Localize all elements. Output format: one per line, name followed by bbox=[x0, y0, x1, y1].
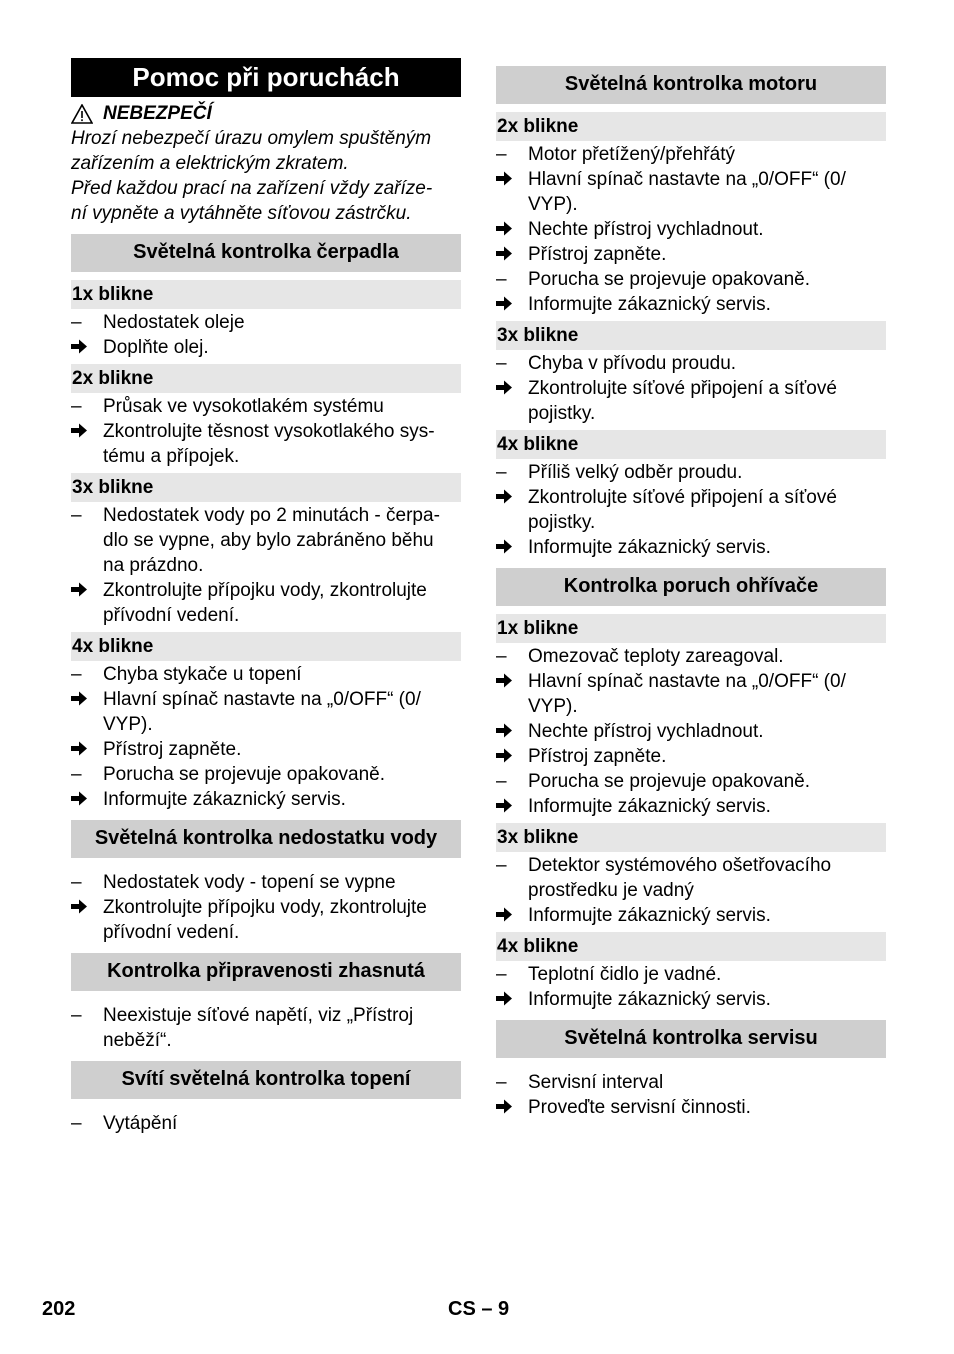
action-item bbox=[71, 335, 461, 360]
action-item bbox=[71, 578, 461, 628]
arrow-right-icon bbox=[496, 535, 520, 560]
dash-icon bbox=[496, 962, 520, 987]
item-text: Zkontrolujte těsnost vysokotlakého sys- tému a přípojek. bbox=[103, 421, 435, 467]
arrow-right-icon bbox=[496, 242, 520, 267]
item-text: Vytápění bbox=[103, 1113, 178, 1134]
section-heading: Kontrolka poruch ohřívače bbox=[496, 568, 886, 606]
page-title: Pomoc při poruchách bbox=[71, 58, 461, 97]
arrow-right-icon bbox=[496, 485, 520, 510]
item-text: Nedostatek vody - topení se vypne bbox=[103, 872, 396, 893]
left-sections bbox=[71, 234, 461, 1136]
instruction-list bbox=[71, 1111, 461, 1136]
instruction-list bbox=[71, 662, 461, 812]
section-heading: Svítí světelná kontrolka topení bbox=[71, 1061, 461, 1099]
instruction-list bbox=[71, 310, 461, 360]
item-text: Detektor systémového ošetřovacího prostředku je vadný bbox=[528, 855, 832, 901]
arrow-right-icon bbox=[496, 292, 520, 317]
action-item bbox=[496, 744, 886, 769]
item-text: Informujte zákaznický servis. bbox=[528, 989, 771, 1010]
dash-icon bbox=[496, 853, 520, 878]
action-item bbox=[71, 895, 461, 945]
arrow-right-icon bbox=[496, 376, 520, 401]
arrow-right-icon bbox=[496, 167, 520, 192]
section-heading: Světelná kontrolka čerpadla bbox=[71, 234, 461, 272]
instruction-list bbox=[496, 1070, 886, 1120]
dash-icon bbox=[71, 762, 95, 787]
dash-icon bbox=[496, 142, 520, 167]
arrow-right-icon bbox=[496, 719, 520, 744]
cause-item bbox=[71, 870, 461, 895]
instruction-list bbox=[71, 503, 461, 628]
item-text: Nechte přístroj vychladnout. bbox=[528, 219, 764, 240]
cause-item bbox=[496, 853, 886, 903]
cause-item bbox=[496, 644, 886, 669]
action-item bbox=[496, 242, 886, 267]
item-text: Zkontrolujte přípojku vody, zkontrolujte přívodní vedení. bbox=[103, 580, 427, 626]
dash-icon bbox=[71, 1003, 95, 1028]
danger-label: NEBEZPEČÍ bbox=[103, 103, 212, 124]
cause-item bbox=[496, 460, 886, 485]
subsection-heading: 3x blikne bbox=[496, 823, 886, 852]
arrow-right-icon bbox=[71, 419, 95, 444]
action-item bbox=[496, 794, 886, 819]
dash-icon bbox=[71, 503, 95, 528]
item-text: Zkontrolujte síťové připojení a síťové pojistky. bbox=[528, 378, 837, 424]
action-item bbox=[71, 737, 461, 762]
action-item bbox=[496, 1095, 886, 1120]
dash-icon bbox=[71, 662, 95, 687]
instruction-list bbox=[496, 853, 886, 928]
item-text: Proveďte servisní činnosti. bbox=[528, 1097, 751, 1118]
instruction-list bbox=[496, 644, 886, 819]
right-sections bbox=[496, 66, 886, 1120]
cause-item bbox=[496, 351, 886, 376]
item-text: Doplňte olej. bbox=[103, 337, 209, 358]
subsection-heading: 1x blikne bbox=[496, 614, 886, 643]
item-text: Chyba v přívodu proudu. bbox=[528, 353, 737, 374]
dash-icon bbox=[71, 394, 95, 419]
danger-line: Před každou prací na zařízení vždy zaříze- bbox=[71, 178, 433, 199]
subsection-heading: 4x blikne bbox=[496, 932, 886, 961]
item-text: Průsak ve vysokotlakém systému bbox=[103, 396, 384, 417]
arrow-right-icon bbox=[496, 1095, 520, 1120]
page-number: 202 bbox=[42, 1298, 76, 1320]
item-text: Hlavní spínač nastavte na „0/OFF“ (0/ VYP). bbox=[528, 671, 846, 717]
arrow-right-icon bbox=[496, 217, 520, 242]
subsection-heading: 4x blikne bbox=[496, 430, 886, 459]
arrow-right-icon bbox=[496, 669, 520, 694]
action-item bbox=[496, 719, 886, 744]
action-item bbox=[496, 376, 886, 426]
section-heading: Světelná kontrolka nedostatku vody bbox=[71, 820, 461, 858]
warning-triangle-icon bbox=[71, 104, 93, 124]
action-item bbox=[71, 787, 461, 812]
item-text: Přístroj zapněte. bbox=[103, 739, 242, 760]
section-heading: Kontrolka připravenosti zhasnutá bbox=[71, 953, 461, 991]
arrow-right-icon bbox=[496, 903, 520, 928]
action-item bbox=[496, 669, 886, 719]
cause-item bbox=[71, 1111, 461, 1136]
danger-heading bbox=[71, 101, 461, 126]
item-text: Informujte zákaznický servis. bbox=[528, 796, 771, 817]
item-text: Přístroj zapněte. bbox=[528, 746, 667, 767]
item-text: Hlavní spínač nastavte na „0/OFF“ (0/ VYP). bbox=[528, 169, 846, 215]
item-text: Porucha se projevuje opakovaně. bbox=[103, 764, 386, 785]
right-column bbox=[496, 58, 886, 1124]
item-text: Nedostatek oleje bbox=[103, 312, 245, 333]
cause-item bbox=[496, 267, 886, 292]
item-text: Motor přetížený/přehřátý bbox=[528, 144, 735, 165]
item-text: Porucha se projevuje opakovaně. bbox=[528, 771, 811, 792]
item-text: Neexistuje síťové napětí, viz „Přístroj neběží“. bbox=[103, 1005, 414, 1051]
item-text: Přístroj zapněte. bbox=[528, 244, 667, 265]
arrow-right-icon bbox=[496, 794, 520, 819]
cause-item bbox=[71, 503, 461, 578]
dash-icon bbox=[496, 644, 520, 669]
cause-item bbox=[496, 962, 886, 987]
item-text: Porucha se projevuje opakovaně. bbox=[528, 269, 811, 290]
left-column bbox=[71, 58, 461, 1140]
arrow-right-icon bbox=[71, 335, 95, 360]
subsection-heading: 3x blikne bbox=[71, 473, 461, 502]
item-text: Hlavní spínač nastavte na „0/OFF“ (0/ VYP). bbox=[103, 689, 421, 735]
arrow-right-icon bbox=[496, 987, 520, 1012]
action-item bbox=[496, 535, 886, 560]
action-item bbox=[496, 485, 886, 535]
dash-icon bbox=[496, 1070, 520, 1095]
section-heading: Světelná kontrolka motoru bbox=[496, 66, 886, 104]
subsection-heading: 2x blikne bbox=[496, 112, 886, 141]
item-text: Příliš velký odběr proudu. bbox=[528, 462, 743, 483]
section-label: CS – 9 bbox=[448, 1298, 510, 1320]
item-text: Nechte přístroj vychladnout. bbox=[528, 721, 764, 742]
danger-line: Hrozí nebezpečí úrazu omylem spuštěným bbox=[71, 128, 432, 149]
cause-item bbox=[71, 310, 461, 335]
instruction-list bbox=[71, 1003, 461, 1053]
arrow-right-icon bbox=[71, 737, 95, 762]
danger-text bbox=[71, 126, 461, 226]
item-text: Omezovač teploty zareagoval. bbox=[528, 646, 784, 667]
action-item bbox=[496, 167, 886, 217]
item-text: Informujte zákaznický servis. bbox=[528, 537, 771, 558]
danger-line: zařízením a elektrickým zkratem. bbox=[71, 153, 349, 174]
item-text: Zkontrolujte přípojku vody, zkontrolujte přívodní vedení. bbox=[103, 897, 427, 943]
item-text: Teplotní čidlo je vadné. bbox=[528, 964, 722, 985]
subsection-heading: 1x blikne bbox=[71, 280, 461, 309]
arrow-right-icon bbox=[71, 787, 95, 812]
item-text: Informujte zákaznický servis. bbox=[103, 789, 346, 810]
section-heading: Světelná kontrolka servisu bbox=[496, 1020, 886, 1058]
item-text: Servisní interval bbox=[528, 1072, 664, 1093]
instruction-list bbox=[71, 870, 461, 945]
action-item bbox=[71, 419, 461, 469]
subsection-heading: 2x blikne bbox=[71, 364, 461, 393]
item-text: Zkontrolujte síťové připojení a síťové pojistky. bbox=[528, 487, 837, 533]
item-text: Informujte zákaznický servis. bbox=[528, 294, 771, 315]
arrow-right-icon bbox=[71, 687, 95, 712]
instruction-list bbox=[496, 351, 886, 426]
action-item bbox=[496, 292, 886, 317]
danger-line: ní vypněte a vytáhněte síťovou zástrčku. bbox=[71, 203, 412, 224]
dash-icon bbox=[496, 769, 520, 794]
arrow-right-icon bbox=[71, 578, 95, 603]
dash-icon bbox=[71, 310, 95, 335]
instruction-list bbox=[71, 394, 461, 469]
action-item bbox=[496, 987, 886, 1012]
instruction-list bbox=[496, 142, 886, 317]
cause-item bbox=[496, 142, 886, 167]
instruction-list bbox=[496, 460, 886, 560]
item-text: Nedostatek vody po 2 minutách - čerpa- dlo se vypne, aby bylo zabráněno běhu na prázdno. bbox=[103, 505, 440, 576]
cause-item bbox=[71, 762, 461, 787]
cause-item bbox=[71, 1003, 461, 1053]
subsection-heading: 3x blikne bbox=[496, 321, 886, 350]
cause-item bbox=[496, 1070, 886, 1095]
dash-icon bbox=[496, 351, 520, 376]
subsection-heading: 4x blikne bbox=[71, 632, 461, 661]
dash-icon bbox=[496, 460, 520, 485]
dash-icon bbox=[496, 267, 520, 292]
action-item bbox=[496, 217, 886, 242]
arrow-right-icon bbox=[71, 895, 95, 920]
arrow-right-icon bbox=[496, 744, 520, 769]
item-text: Informujte zákaznický servis. bbox=[528, 905, 771, 926]
cause-item bbox=[71, 394, 461, 419]
action-item bbox=[71, 687, 461, 737]
cause-item bbox=[71, 662, 461, 687]
dash-icon bbox=[71, 1111, 95, 1136]
instruction-list bbox=[496, 962, 886, 1012]
item-text: Chyba stykače u topení bbox=[103, 664, 302, 685]
action-item bbox=[496, 903, 886, 928]
cause-item bbox=[496, 769, 886, 794]
dash-icon bbox=[71, 870, 95, 895]
